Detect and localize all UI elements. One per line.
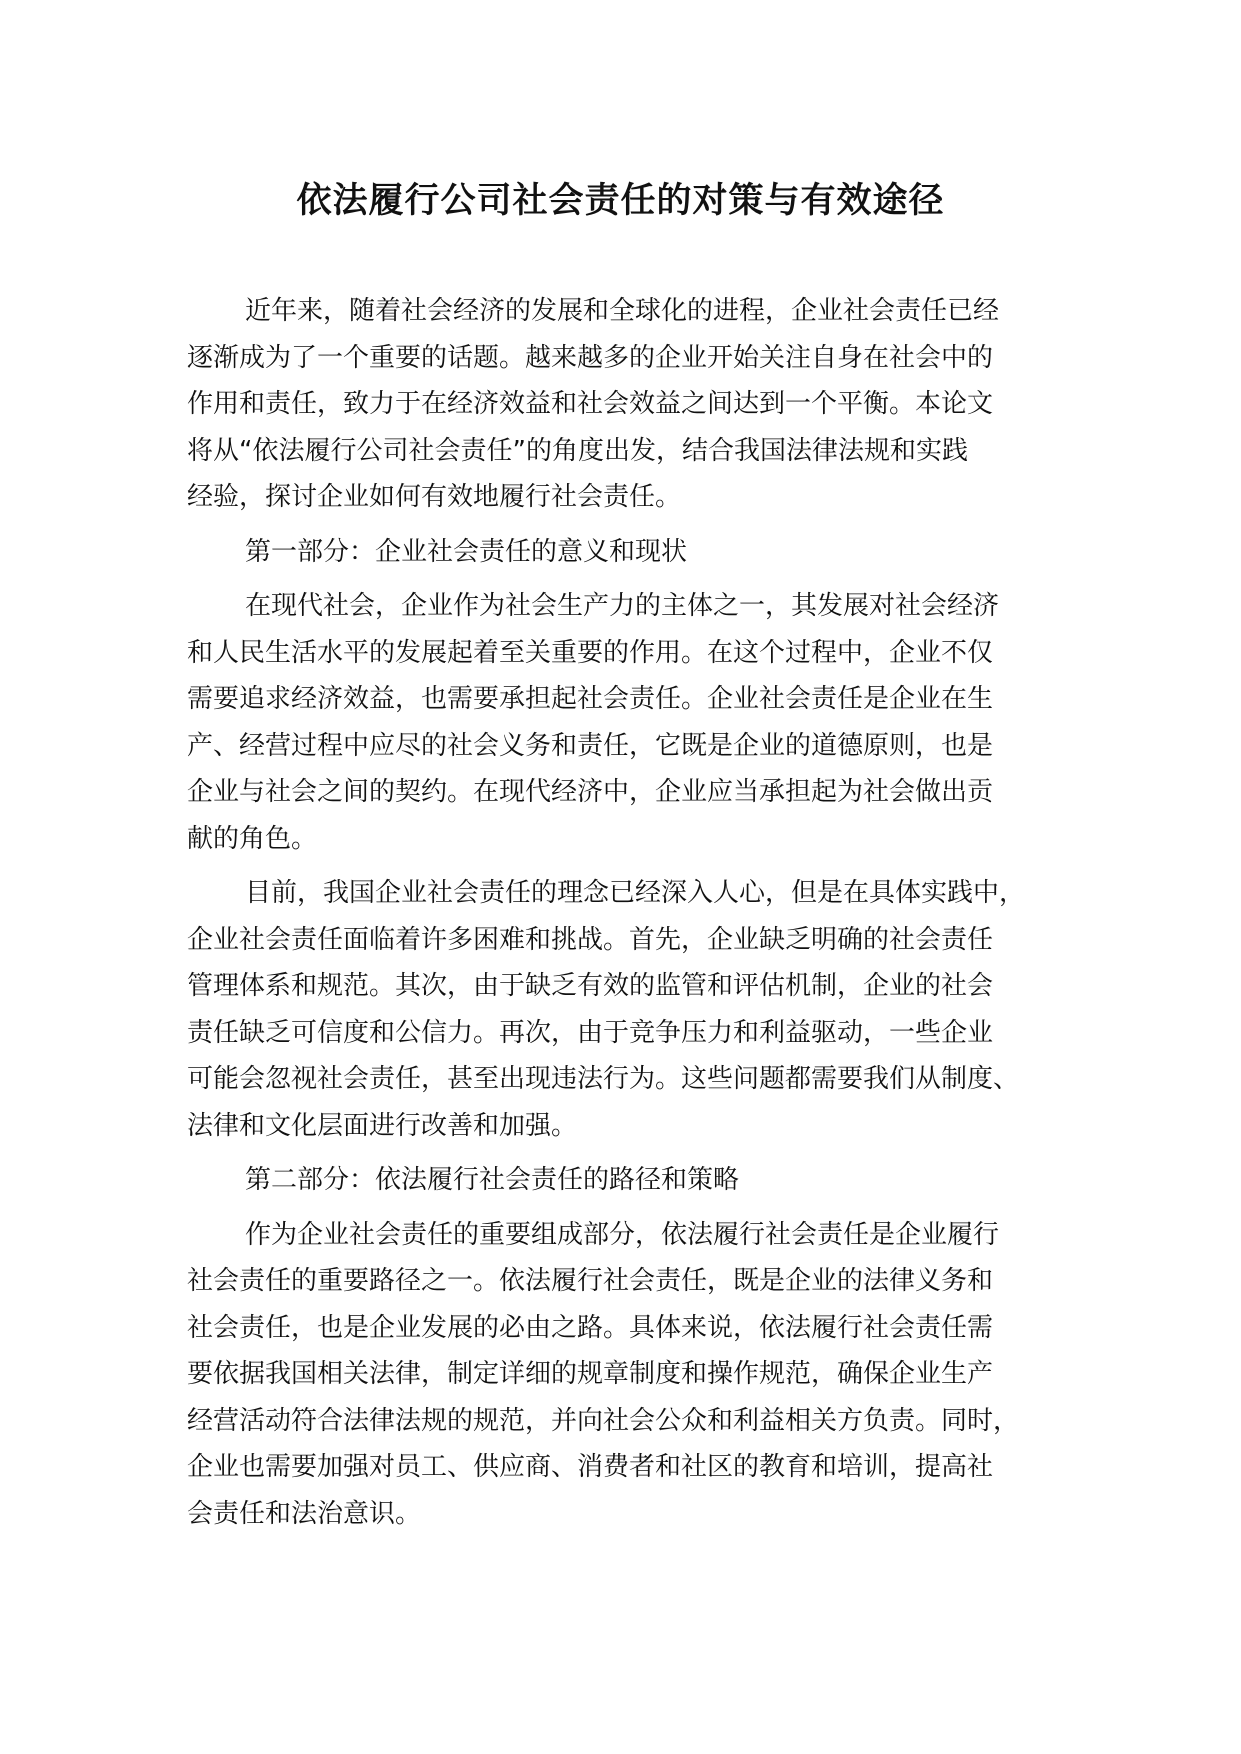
paragraph-paths: [187, 1212, 1077, 1538]
section-heading-part-two: [187, 1157, 1077, 1204]
text-line: 近年来，随着社会经济的发展和全球化的进程，企业社会责任已经: [245, 296, 1000, 326]
text-line: 要依据我国相关法律，制定详细的规章制度和操作规范，确保企业生产: [187, 1359, 994, 1389]
text-line: 逐渐成为了一个重要的话题。越来越多的企业开始关注自身在社会中的: [187, 342, 994, 373]
text-line: 会责任和法治意识。: [187, 1498, 422, 1529]
text-line: 在现代社会，企业作为社会生产力的主体之一，其发展对社会经济: [245, 591, 1000, 621]
text-line: 需要追求经济效益，也需要承担起社会责任。企业社会责任是企业在生: [187, 684, 994, 714]
text-line: 献的角色。: [187, 823, 318, 854]
text-line: 将从“依法履行公司社会责任”的角度出发，结合我国法律法规和实践: [187, 435, 968, 466]
text-line: 法律和文化层面进行改善和加强。: [187, 1110, 578, 1141]
text-line: 目前，我国企业社会责任的理念已经深入人心，但是在具体实践中，: [245, 878, 1026, 908]
paragraph-current-status: [187, 870, 1077, 1149]
text-line: 社会责任，也是企业发展的必由之路。具体来说，依法履行社会责任需: [187, 1312, 994, 1343]
text-line: 产、经营过程中应尽的社会义务和责任，它既是企业的道德原则，也是: [187, 730, 994, 761]
text-line: 责任缺乏可信度和公信力。再次，由于竞争压力和利益驱动，一些企业: [187, 1017, 994, 1048]
text-line: 和人民生活水平的发展起着至关重要的作用。在这个过程中，企业不仅: [187, 637, 994, 668]
text-line: 企业社会责任面临着许多困难和挑战。首先，企业缺乏明确的社会责任: [187, 924, 994, 955]
document-body: [187, 288, 1077, 1545]
text-line: 经营活动符合法律法规的规范，并向社会公众和利益相关方负责。同时，: [187, 1405, 1020, 1436]
section-heading-part-one: [187, 529, 1077, 576]
paragraph-intro: [187, 288, 1077, 521]
text-line: 经验，探讨企业如何有效地履行社会责任。: [187, 482, 682, 512]
text-line: 可能会忽视社会责任，甚至出现违法行为。这些问题都需要我们从制度、: [187, 1064, 1020, 1094]
text-line: 管理体系和规范。其次，由于缺乏有效的监管和评估机制，企业的社会: [187, 971, 994, 1001]
text-line: 作为企业社会责任的重要组成部分，依法履行社会责任是企业履行: [245, 1219, 1000, 1250]
section-heading: 第一部分：企业社会责任的意义和现状: [245, 536, 688, 567]
paragraph-significance: [187, 583, 1077, 862]
text-line: 作用和责任，致力于在经济效益和社会效益之间达到一个平衡。本论文: [187, 389, 994, 419]
text-line: 社会责任的重要路径之一。依法履行社会责任，既是企业的法律义务和: [187, 1266, 994, 1296]
text-line: 企业也需要加强对员工、供应商、消费者和社区的教育和培训，提高社: [187, 1452, 994, 1482]
text-line: 企业与社会之间的契约。在现代经济中，企业应当承担起为社会做出贡: [187, 777, 994, 807]
section-heading: 第二部分：依法履行社会责任的路径和策略: [245, 1165, 740, 1195]
page-title: 依法履行公司社会责任的对策与有效途径: [296, 181, 945, 221]
